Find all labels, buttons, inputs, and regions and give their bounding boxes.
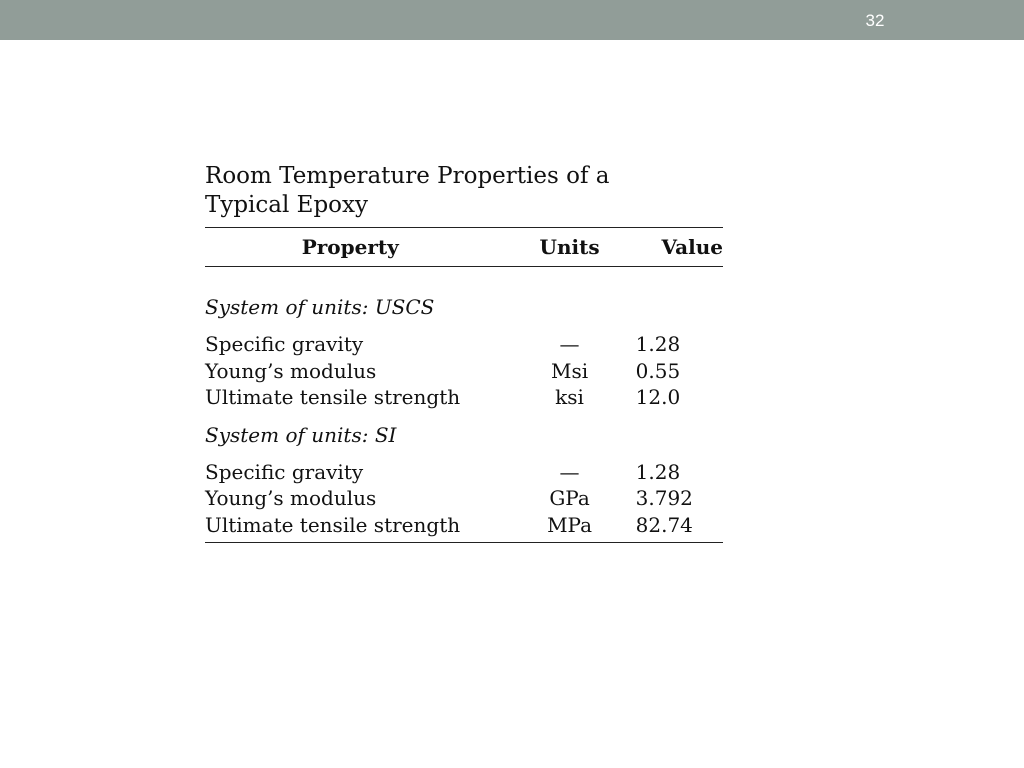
caption-line-1: Room Temperature Properties of a — [205, 163, 610, 189]
table-row — [205, 358, 723, 385]
property-cell: Specific gravity — [205, 332, 364, 356]
units-cell: — — [559, 332, 580, 356]
value-cell: 1.28 — [635, 459, 681, 484]
units-cell: Msi — [550, 358, 589, 383]
property-cell: Specific gravity — [205, 459, 364, 484]
slide-number: 32 — [865, 11, 885, 30]
section-title-row — [205, 421, 723, 449]
value-cell: 1.28 — [635, 332, 681, 356]
property-cell: Ultimate tensile strength — [205, 512, 461, 537]
table-row — [205, 459, 723, 486]
section-title-row — [205, 293, 723, 321]
header-units: Units — [525, 228, 613, 267]
table-header-row — [205, 228, 723, 267]
header-value: Value — [614, 228, 723, 267]
table-caption — [205, 162, 685, 220]
units-cell: MPa — [547, 512, 593, 537]
section-title-uscs: System of units: USCS — [205, 295, 435, 319]
table-row — [205, 384, 723, 411]
property-cell: Ultimate tensile strength — [205, 385, 461, 409]
caption-line-2: Typical Epoxy — [205, 192, 368, 218]
table-row — [205, 331, 723, 358]
property-cell: Young’s modulus — [205, 486, 377, 510]
section-title-si: System of units: SI — [205, 422, 397, 447]
header-bar — [0, 0, 1024, 40]
value-cell: 12.0 — [635, 385, 681, 409]
value-cell: 82.74 — [635, 512, 693, 537]
header-property: Property — [205, 228, 525, 267]
units-cell: ksi — [555, 385, 584, 409]
properties-table — [205, 227, 723, 543]
value-cell: 3.792 — [635, 486, 693, 510]
properties-table-container — [205, 162, 723, 543]
property-cell: Young’s modulus — [205, 358, 377, 383]
units-cell: — — [559, 459, 580, 484]
value-cell: 0.55 — [635, 358, 681, 383]
units-cell: GPa — [549, 486, 590, 510]
table-row — [205, 485, 723, 512]
table-row — [205, 512, 723, 543]
